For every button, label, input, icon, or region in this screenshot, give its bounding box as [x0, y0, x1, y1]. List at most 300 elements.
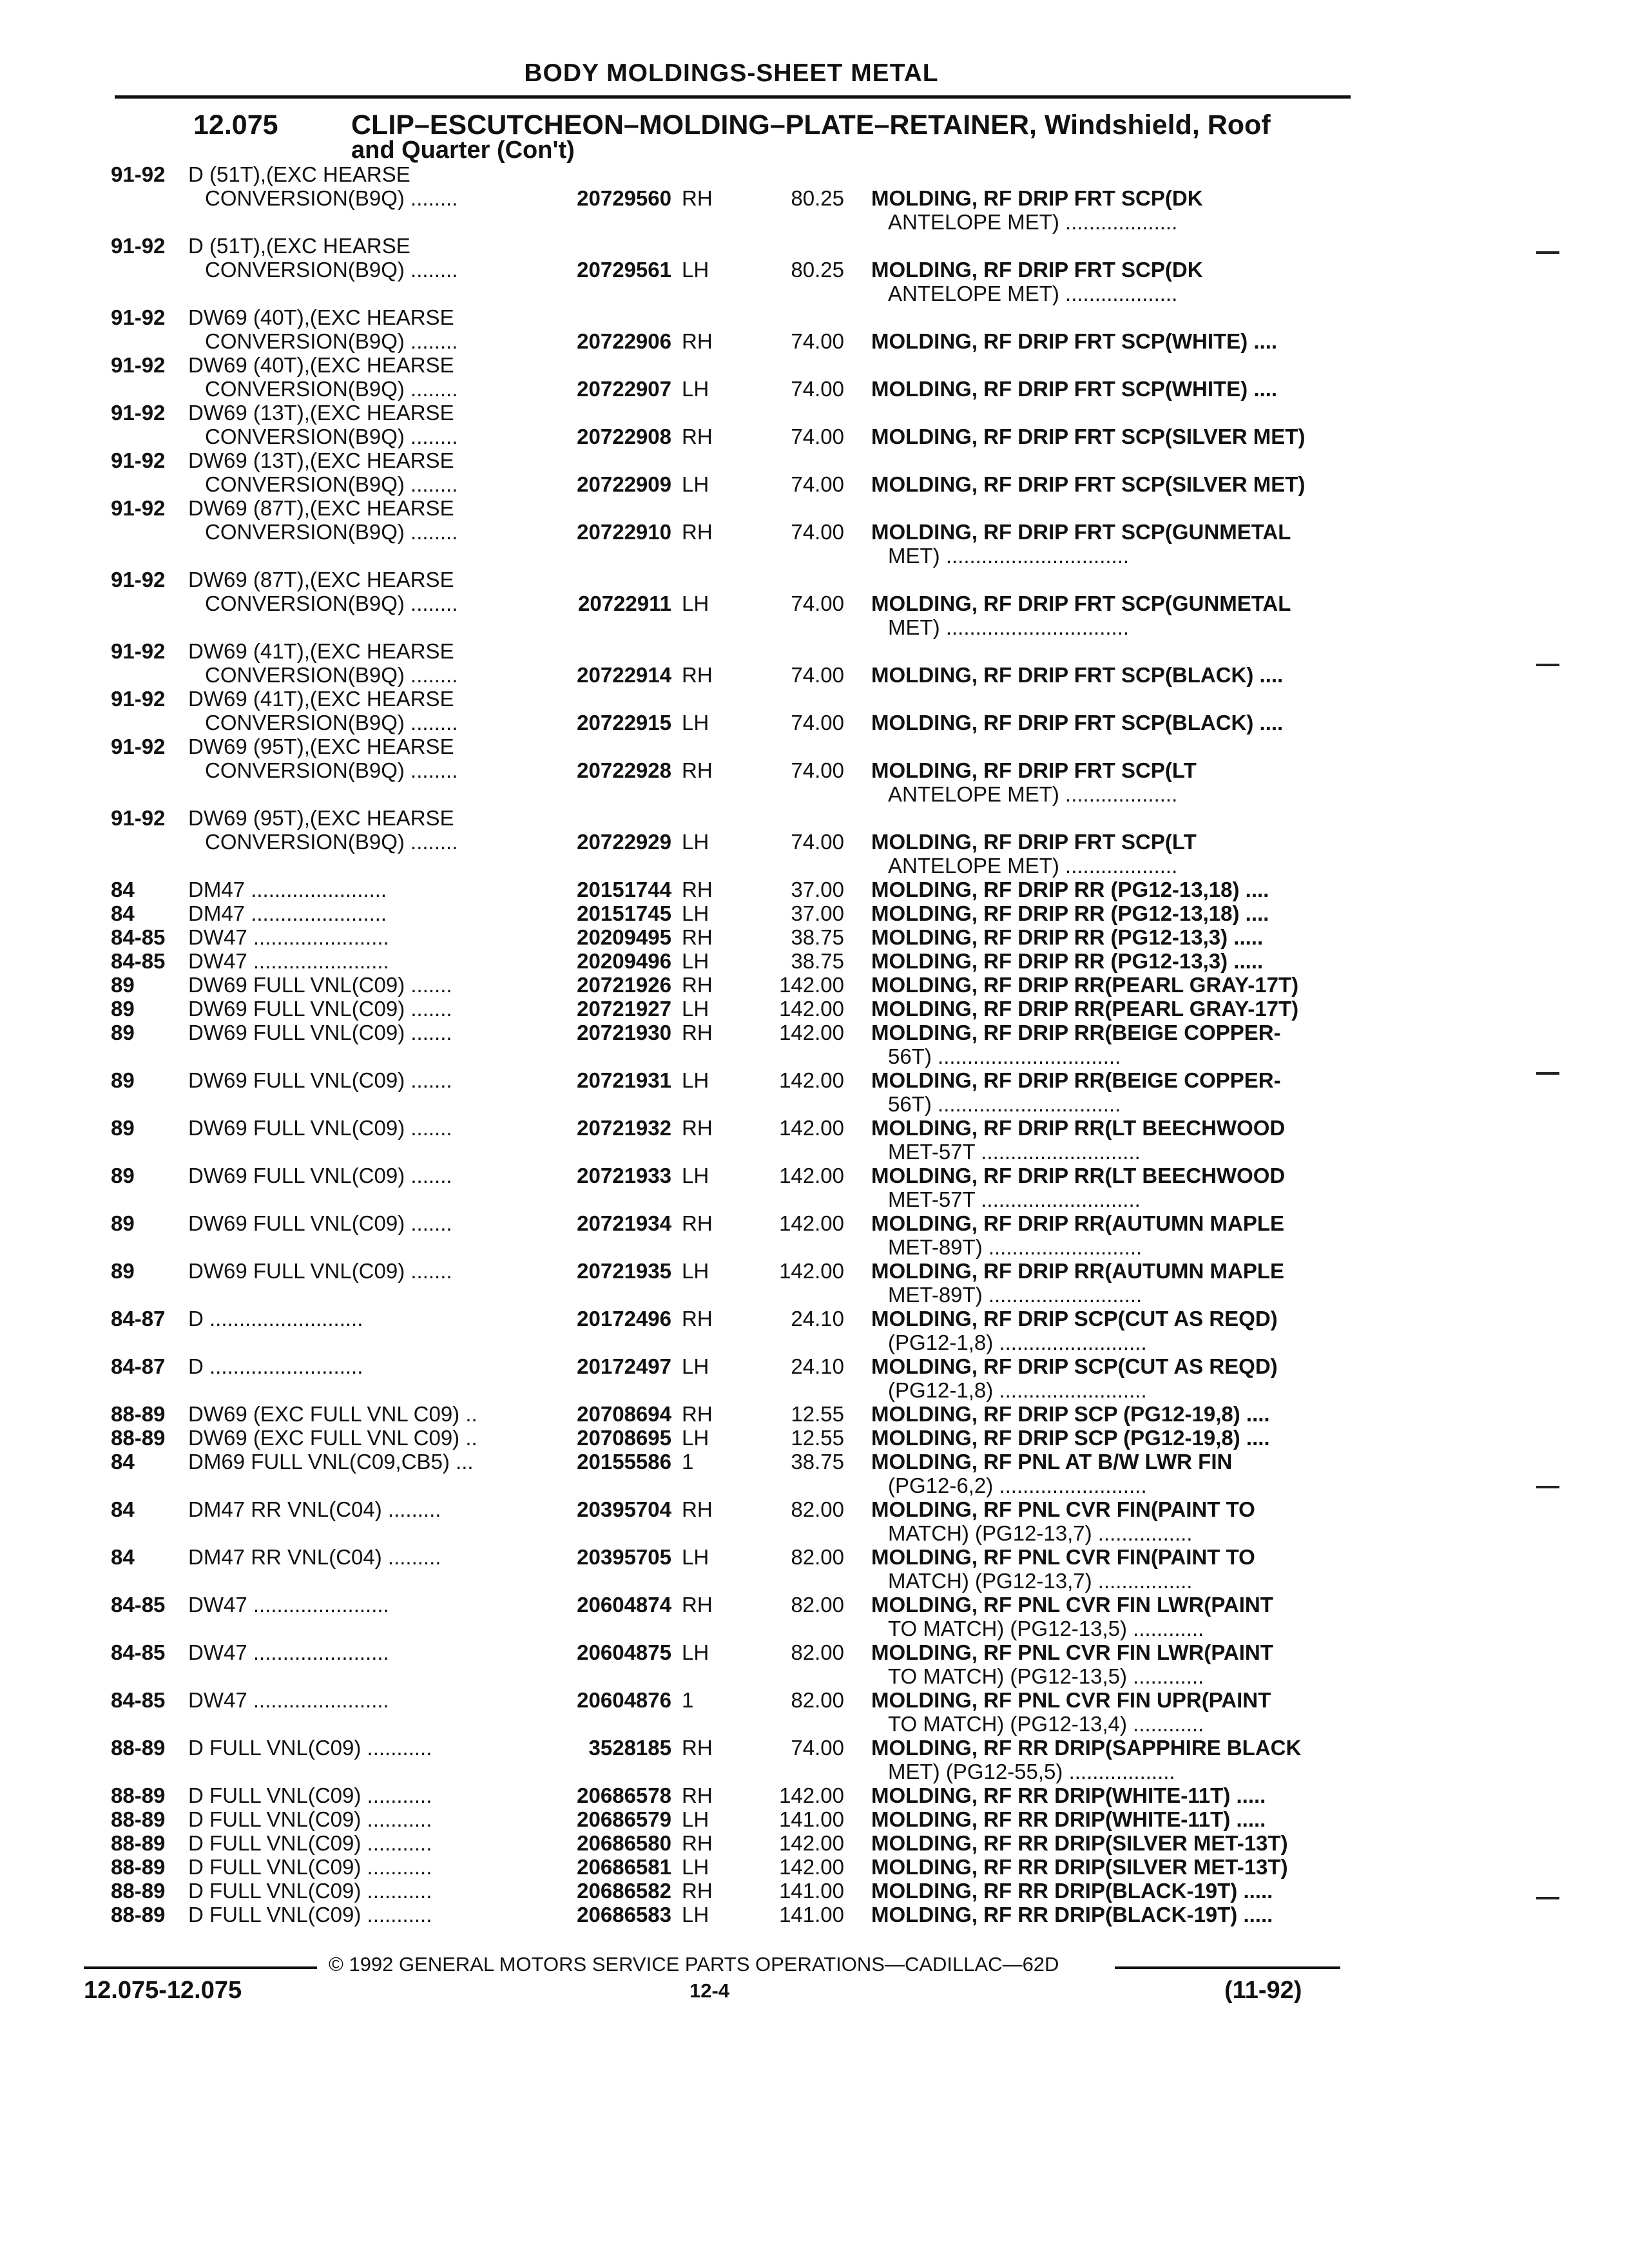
part-number: 20708695	[577, 1426, 671, 1450]
table-row	[0, 1545, 1629, 1593]
table-row	[0, 305, 1629, 353]
model-code: DM47 RR VNL(C04) .........	[188, 1545, 441, 1569]
table-row	[0, 1402, 1629, 1426]
part-description-continued: MET-89T) ..........................	[888, 1235, 1142, 1259]
section-title: CLIP–ESCUTCHEON–MOLDING–PLATE–RETAINER, Windshield, Roof	[351, 110, 1271, 140]
quantity: RH	[682, 1211, 713, 1235]
date-code: (11-92)	[1224, 1977, 1302, 2004]
part-description: MOLDING, RF DRIP FRT SCP(LT	[871, 830, 1197, 854]
model-code: D FULL VNL(C09) ...........	[188, 1855, 432, 1879]
model-code: D (51T),(EXC HEARSE	[188, 162, 410, 186]
model-year: 91-92	[111, 401, 166, 425]
quantity: RH	[682, 1307, 713, 1331]
quantity: LH	[682, 1640, 709, 1664]
model-year: 89	[111, 997, 135, 1021]
quantity: LH	[682, 1807, 709, 1831]
model-year: 84	[111, 901, 135, 925]
model-code: DW69 FULL VNL(C09) .......	[188, 1259, 452, 1283]
part-description-continued: MET) (PG12-55,5) ..................	[888, 1760, 1175, 1783]
price: 142.00	[779, 973, 844, 997]
parts-list	[0, 162, 1629, 1927]
model-year: 91-92	[111, 496, 166, 520]
price: 74.00	[791, 377, 844, 401]
part-description: MOLDING, RF DRIP RR(AUTUMN MAPLE	[871, 1259, 1285, 1283]
part-number: 20604875	[577, 1640, 671, 1664]
table-row	[0, 1211, 1629, 1259]
model-code: DW69 (13T),(EXC HEARSE	[188, 448, 454, 472]
part-number: 20604874	[577, 1593, 671, 1617]
table-row	[0, 1497, 1629, 1545]
part-description: MOLDING, RF RR DRIP(BLACK-19T) .....	[871, 1879, 1273, 1903]
part-number: 20395705	[577, 1545, 671, 1569]
table-row	[0, 496, 1629, 568]
part-number: 20721933	[577, 1164, 671, 1187]
price: 12.55	[791, 1402, 844, 1426]
part-description: MOLDING, RF DRIP RR(LT BEECHWOOD	[871, 1116, 1286, 1140]
table-row	[0, 1855, 1629, 1879]
model-year: 84-85	[111, 1688, 166, 1712]
part-description: MOLDING, RF DRIP SCP(CUT AS REQD)	[871, 1307, 1278, 1331]
model-code: DW69 (95T),(EXC HEARSE	[188, 735, 454, 758]
part-description: MOLDING, RF RR DRIP(WHITE-11T) .....	[871, 1807, 1266, 1831]
part-description: MOLDING, RF RR DRIP(SAPPHIRE BLACK	[871, 1736, 1302, 1760]
part-description-continued: ANTELOPE MET) ...................	[888, 282, 1178, 305]
model-code: DW69 (13T),(EXC HEARSE	[188, 401, 454, 425]
model-code: DW69 FULL VNL(C09) .......	[188, 973, 452, 997]
price: 142.00	[779, 1855, 844, 1879]
part-number: 20729561	[577, 258, 671, 282]
part-number: 20721931	[577, 1068, 671, 1092]
model-code: DM47 .......................	[188, 878, 387, 901]
quantity: RH	[682, 329, 713, 353]
table-row	[0, 997, 1629, 1021]
model-code: D FULL VNL(C09) ...........	[188, 1903, 432, 1927]
part-description: MOLDING, RF PNL CVR FIN LWR(PAINT	[871, 1593, 1273, 1617]
quantity: RH	[682, 1593, 713, 1617]
model-code: DW69 (EXC FULL VNL C09) ..	[188, 1426, 477, 1450]
price: 142.00	[779, 1068, 844, 1092]
part-description-continued: ANTELOPE MET) ...................	[888, 854, 1178, 878]
model-year: 88-89	[111, 1736, 166, 1760]
model-code: DM47 RR VNL(C04) .........	[188, 1497, 441, 1521]
model-year: 88-89	[111, 1402, 166, 1426]
price: 24.10	[791, 1307, 844, 1331]
model-code: DW47 .......................	[188, 949, 389, 973]
quantity: 1	[682, 1450, 694, 1474]
quantity: RH	[682, 1736, 713, 1760]
model-code: DW69 FULL VNL(C09) .......	[188, 1164, 452, 1187]
price: 82.00	[791, 1593, 844, 1617]
model-code-continued: CONVERSION(B9Q) ........	[205, 591, 458, 615]
part-description: MOLDING, RF RR DRIP(SILVER MET-13T)	[871, 1831, 1288, 1855]
model-code-continued: CONVERSION(B9Q) ........	[205, 377, 458, 401]
quantity: LH	[682, 1259, 709, 1283]
part-number: 20722910	[577, 520, 671, 544]
header-rule	[115, 95, 1351, 99]
part-number: 20686582	[577, 1879, 671, 1903]
model-year: 89	[111, 1116, 135, 1140]
model-code: D ..........................	[188, 1307, 363, 1331]
part-number: 20722906	[577, 329, 671, 353]
table-row	[0, 1640, 1629, 1688]
part-description: MOLDING, RF DRIP SCP (PG12-19,8) ....	[871, 1426, 1270, 1450]
model-year: 89	[111, 1021, 135, 1044]
price: 24.10	[791, 1354, 844, 1378]
part-description: MOLDING, RF DRIP RR(PEARL GRAY-17T)	[871, 997, 1299, 1021]
part-number: 20151744	[577, 878, 671, 901]
model-code: DW69 (41T),(EXC HEARSE	[188, 639, 454, 663]
price: 82.00	[791, 1545, 844, 1569]
part-number: 20209496	[577, 949, 671, 973]
model-year: 88-89	[111, 1807, 166, 1831]
quantity: LH	[682, 472, 709, 496]
price: 37.00	[791, 878, 844, 901]
table-row	[0, 1116, 1629, 1164]
table-row	[0, 1354, 1629, 1402]
table-row	[0, 353, 1629, 401]
model-code-continued: CONVERSION(B9Q) ........	[205, 758, 458, 782]
quantity: LH	[682, 711, 709, 735]
quantity: LH	[682, 377, 709, 401]
margin-mark	[1536, 1072, 1559, 1075]
price: 142.00	[779, 1783, 844, 1807]
part-number: 20604876	[577, 1688, 671, 1712]
part-description-continued: TO MATCH) (PG12-13,4) ............	[888, 1712, 1204, 1736]
quantity: RH	[682, 1783, 713, 1807]
model-code: D (51T),(EXC HEARSE	[188, 234, 410, 258]
part-description-continued: MET-57T ...........................	[888, 1140, 1141, 1164]
part-description-continued: MET) ...............................	[888, 615, 1130, 639]
quantity: RH	[682, 520, 713, 544]
quantity: RH	[682, 925, 713, 949]
table-row	[0, 1879, 1629, 1903]
margin-mark	[1536, 251, 1559, 254]
model-code-continued: CONVERSION(B9Q) ........	[205, 329, 458, 353]
model-year: 84	[111, 1545, 135, 1569]
part-description: MOLDING, RF RR DRIP(BLACK-19T) .....	[871, 1903, 1273, 1927]
part-description: MOLDING, RF PNL CVR FIN UPR(PAINT	[871, 1688, 1271, 1712]
model-code-continued: CONVERSION(B9Q) ........	[205, 830, 458, 854]
part-description: MOLDING, RF DRIP RR(PEARL GRAY-17T)	[871, 973, 1299, 997]
quantity: LH	[682, 1354, 709, 1378]
model-code: DW69 FULL VNL(C09) .......	[188, 1211, 452, 1235]
model-code: DW69 FULL VNL(C09) .......	[188, 1068, 452, 1092]
model-year: 84-85	[111, 1640, 166, 1664]
part-number: 20721935	[577, 1259, 671, 1283]
part-description: MOLDING, RF DRIP RR(LT BEECHWOOD	[871, 1164, 1286, 1187]
quantity: LH	[682, 1164, 709, 1187]
price: 142.00	[779, 1021, 844, 1044]
quantity: LH	[682, 1903, 709, 1927]
part-number: 20729560	[577, 186, 671, 210]
price: 74.00	[791, 830, 844, 854]
footer-rule-right	[1115, 1966, 1340, 1969]
price: 74.00	[791, 711, 844, 735]
margin-mark	[1536, 1486, 1559, 1488]
price: 38.75	[791, 925, 844, 949]
model-year: 91-92	[111, 687, 166, 711]
price: 74.00	[791, 472, 844, 496]
model-year: 88-89	[111, 1903, 166, 1927]
model-year: 91-92	[111, 234, 166, 258]
part-description-continued: MET-57T ...........................	[888, 1187, 1141, 1211]
model-year: 91-92	[111, 305, 166, 329]
model-code: DW47 .......................	[188, 925, 389, 949]
part-description-continued: (PG12-1,8) .........................	[888, 1378, 1147, 1402]
section-number: 12.075	[193, 110, 278, 140]
model-code-continued: CONVERSION(B9Q) ........	[205, 186, 458, 210]
part-number: 20722907	[577, 377, 671, 401]
model-year: 84-85	[111, 949, 166, 973]
price: 142.00	[779, 1164, 844, 1187]
table-row	[0, 806, 1629, 878]
part-description-continued: MET) ...............................	[888, 544, 1130, 568]
model-code: DW69 (40T),(EXC HEARSE	[188, 305, 454, 329]
part-number: 20708694	[577, 1402, 671, 1426]
model-year: 84	[111, 878, 135, 901]
model-year: 89	[111, 1259, 135, 1283]
table-row	[0, 973, 1629, 997]
model-code: DM47 .......................	[188, 901, 387, 925]
part-description-continued: MATCH) (PG12-13,7) ................	[888, 1521, 1193, 1545]
model-code-continued: CONVERSION(B9Q) ........	[205, 663, 458, 687]
part-description: MOLDING, RF RR DRIP(SILVER MET-13T)	[871, 1855, 1288, 1879]
part-number: 20722909	[577, 472, 671, 496]
part-number: 20721932	[577, 1116, 671, 1140]
model-year: 91-92	[111, 639, 166, 663]
price: 80.25	[791, 258, 844, 282]
part-description: MOLDING, RF PNL CVR FIN(PAINT TO	[871, 1545, 1255, 1569]
model-code-continued: CONVERSION(B9Q) ........	[205, 425, 458, 448]
table-row	[0, 1068, 1629, 1116]
model-year: 88-89	[111, 1831, 166, 1855]
table-row	[0, 639, 1629, 687]
part-number: 20151745	[577, 901, 671, 925]
price: 74.00	[791, 425, 844, 448]
part-number: 20209495	[577, 925, 671, 949]
table-row	[0, 1164, 1629, 1211]
model-code: D FULL VNL(C09) ...........	[188, 1831, 432, 1855]
quantity: RH	[682, 1879, 713, 1903]
part-number: 20395704	[577, 1497, 671, 1521]
price: 142.00	[779, 1116, 844, 1140]
quantity: RH	[682, 758, 713, 782]
model-code: DW47 .......................	[188, 1593, 389, 1617]
price: 74.00	[791, 758, 844, 782]
table-row	[0, 1807, 1629, 1831]
model-code: DW69 (87T),(EXC HEARSE	[188, 496, 454, 520]
price: 142.00	[779, 1831, 844, 1855]
section-range: 12.075-12.075	[84, 1977, 242, 2004]
price: 141.00	[779, 1807, 844, 1831]
part-description: MOLDING, RF DRIP RR (PG12-13,18) ....	[871, 901, 1269, 925]
price: 74.00	[791, 663, 844, 687]
part-number: 20172496	[577, 1307, 671, 1331]
table-row	[0, 568, 1629, 639]
table-row	[0, 1593, 1629, 1640]
part-number: 20722911	[577, 591, 671, 615]
model-year: 91-92	[111, 806, 166, 830]
part-description-continued: ANTELOPE MET) ...................	[888, 210, 1178, 234]
model-year: 91-92	[111, 448, 166, 472]
quantity: RH	[682, 425, 713, 448]
model-code: D FULL VNL(C09) ...........	[188, 1807, 432, 1831]
model-code: D ..........................	[188, 1354, 363, 1378]
table-row	[0, 448, 1629, 496]
model-year: 84	[111, 1450, 135, 1474]
table-row	[0, 1450, 1629, 1497]
model-year: 91-92	[111, 162, 166, 186]
table-row	[0, 687, 1629, 735]
price: 82.00	[791, 1640, 844, 1664]
part-number: 20721930	[577, 1021, 671, 1044]
part-number: 20722915	[577, 711, 671, 735]
model-code: DW69 FULL VNL(C09) .......	[188, 997, 452, 1021]
part-number: 20721926	[577, 973, 671, 997]
part-description: MOLDING, RF DRIP FRT SCP(LT	[871, 758, 1197, 782]
table-row	[0, 401, 1629, 448]
part-description-continued: ANTELOPE MET) ...................	[888, 782, 1178, 806]
part-description-continued: TO MATCH) (PG12-13,5) ............	[888, 1617, 1204, 1640]
page-title: BODY MOLDINGS-SHEET METAL	[524, 59, 939, 87]
part-description: MOLDING, RF DRIP RR (PG12-13,3) .....	[871, 949, 1264, 973]
part-number: 3528185	[588, 1736, 671, 1760]
part-number: 20686583	[577, 1903, 671, 1927]
part-description: MOLDING, RF PNL CVR FIN LWR(PAINT	[871, 1640, 1273, 1664]
model-year: 88-89	[111, 1783, 166, 1807]
price: 12.55	[791, 1426, 844, 1450]
part-description: MOLDING, RF DRIP FRT SCP(BLACK) ....	[871, 663, 1284, 687]
price: 142.00	[779, 997, 844, 1021]
part-description: MOLDING, RF DRIP FRT SCP(DK	[871, 186, 1203, 210]
price: 80.25	[791, 186, 844, 210]
margin-mark	[1536, 1897, 1559, 1899]
model-code: DW69 FULL VNL(C09) .......	[188, 1021, 452, 1044]
part-description: MOLDING, RF DRIP FRT SCP(WHITE) ....	[871, 377, 1278, 401]
quantity: RH	[682, 878, 713, 901]
part-description: MOLDING, RF DRIP FRT SCP(DK	[871, 258, 1203, 282]
quantity: LH	[682, 949, 709, 973]
part-number: 20172497	[577, 1354, 671, 1378]
table-row	[0, 1736, 1629, 1783]
copyright-notice: © 1992 GENERAL MOTORS SERVICE PARTS OPERATIONS—CADILLAC—62D	[329, 1953, 1059, 1975]
table-row	[0, 1259, 1629, 1307]
price: 142.00	[779, 1211, 844, 1235]
model-code: DM69 FULL VNL(C09,CB5) ...	[188, 1450, 474, 1474]
quantity: RH	[682, 973, 713, 997]
part-description: MOLDING, RF DRIP SCP (PG12-19,8) ....	[871, 1402, 1270, 1426]
page-number: 12-4	[689, 1979, 730, 2002]
margin-mark	[1536, 664, 1559, 666]
table-row	[0, 1688, 1629, 1736]
table-row	[0, 901, 1629, 925]
part-number: 20722908	[577, 425, 671, 448]
price: 141.00	[779, 1879, 844, 1903]
quantity: LH	[682, 997, 709, 1021]
quantity: RH	[682, 663, 713, 687]
part-number: 20722929	[577, 830, 671, 854]
model-year: 89	[111, 1164, 135, 1187]
table-row	[0, 925, 1629, 949]
part-number: 20686580	[577, 1831, 671, 1855]
model-year: 89	[111, 1068, 135, 1092]
model-year: 84-85	[111, 1593, 166, 1617]
price: 74.00	[791, 520, 844, 544]
quantity: RH	[682, 186, 713, 210]
model-code-continued: CONVERSION(B9Q) ........	[205, 711, 458, 735]
table-row	[0, 1307, 1629, 1354]
part-description: MOLDING, RF DRIP RR (PG12-13,18) ....	[871, 878, 1269, 901]
price: 82.00	[791, 1688, 844, 1712]
price: 74.00	[791, 591, 844, 615]
part-number: 20721927	[577, 997, 671, 1021]
model-code: DW69 (41T),(EXC HEARSE	[188, 687, 454, 711]
table-row	[0, 234, 1629, 305]
part-description: MOLDING, RF DRIP RR(BEIGE COPPER-	[871, 1021, 1281, 1044]
table-row	[0, 1783, 1629, 1807]
part-description-continued: MET-89T) ..........................	[888, 1283, 1142, 1307]
quantity: LH	[682, 901, 709, 925]
quantity: LH	[682, 1426, 709, 1450]
model-code: DW69 (EXC FULL VNL C09) ..	[188, 1402, 477, 1426]
model-year: 89	[111, 1211, 135, 1235]
model-year: 88-89	[111, 1855, 166, 1879]
model-code: DW69 (95T),(EXC HEARSE	[188, 806, 454, 830]
section-title-continued: and Quarter (Con't)	[351, 137, 575, 164]
part-number: 20722914	[577, 663, 671, 687]
price: 142.00	[779, 1259, 844, 1283]
price: 141.00	[779, 1903, 844, 1927]
model-year: 88-89	[111, 1879, 166, 1903]
model-year: 84	[111, 1497, 135, 1521]
quantity: RH	[682, 1116, 713, 1140]
model-code: DW47 .......................	[188, 1640, 389, 1664]
quantity: LH	[682, 1855, 709, 1879]
model-code-continued: CONVERSION(B9Q) ........	[205, 520, 458, 544]
model-year: 91-92	[111, 735, 166, 758]
quantity: RH	[682, 1831, 713, 1855]
part-description: MOLDING, RF DRIP SCP(CUT AS REQD)	[871, 1354, 1278, 1378]
table-row	[0, 735, 1629, 806]
model-code-continued: CONVERSION(B9Q) ........	[205, 472, 458, 496]
table-row	[0, 1021, 1629, 1068]
quantity: RH	[682, 1021, 713, 1044]
quantity: RH	[682, 1497, 713, 1521]
part-description: MOLDING, RF DRIP FRT SCP(SILVER MET)	[871, 425, 1306, 448]
part-number: 20155586	[577, 1450, 671, 1474]
part-number: 20722928	[577, 758, 671, 782]
part-number: 20721934	[577, 1211, 671, 1235]
model-year: 88-89	[111, 1426, 166, 1450]
part-description-continued: 56T) ...............................	[888, 1044, 1121, 1068]
part-description: MOLDING, RF DRIP FRT SCP(BLACK) ....	[871, 711, 1284, 735]
price: 74.00	[791, 1736, 844, 1760]
model-code: D FULL VNL(C09) ...........	[188, 1736, 432, 1760]
model-year: 89	[111, 973, 135, 997]
part-description: MOLDING, RF DRIP FRT SCP(GUNMETAL	[871, 591, 1291, 615]
model-code: D FULL VNL(C09) ...........	[188, 1879, 432, 1903]
part-description: MOLDING, RF DRIP RR(BEIGE COPPER-	[871, 1068, 1281, 1092]
quantity: LH	[682, 1545, 709, 1569]
price: 38.75	[791, 949, 844, 973]
part-description-continued: MATCH) (PG12-13,7) ................	[888, 1569, 1193, 1593]
table-row	[0, 1903, 1629, 1927]
model-code: DW69 (87T),(EXC HEARSE	[188, 568, 454, 591]
part-description: MOLDING, RF DRIP RR(AUTUMN MAPLE	[871, 1211, 1285, 1235]
price: 37.00	[791, 901, 844, 925]
part-description: MOLDING, RF PNL CVR FIN(PAINT TO	[871, 1497, 1255, 1521]
part-description: MOLDING, RF DRIP RR (PG12-13,3) .....	[871, 925, 1264, 949]
